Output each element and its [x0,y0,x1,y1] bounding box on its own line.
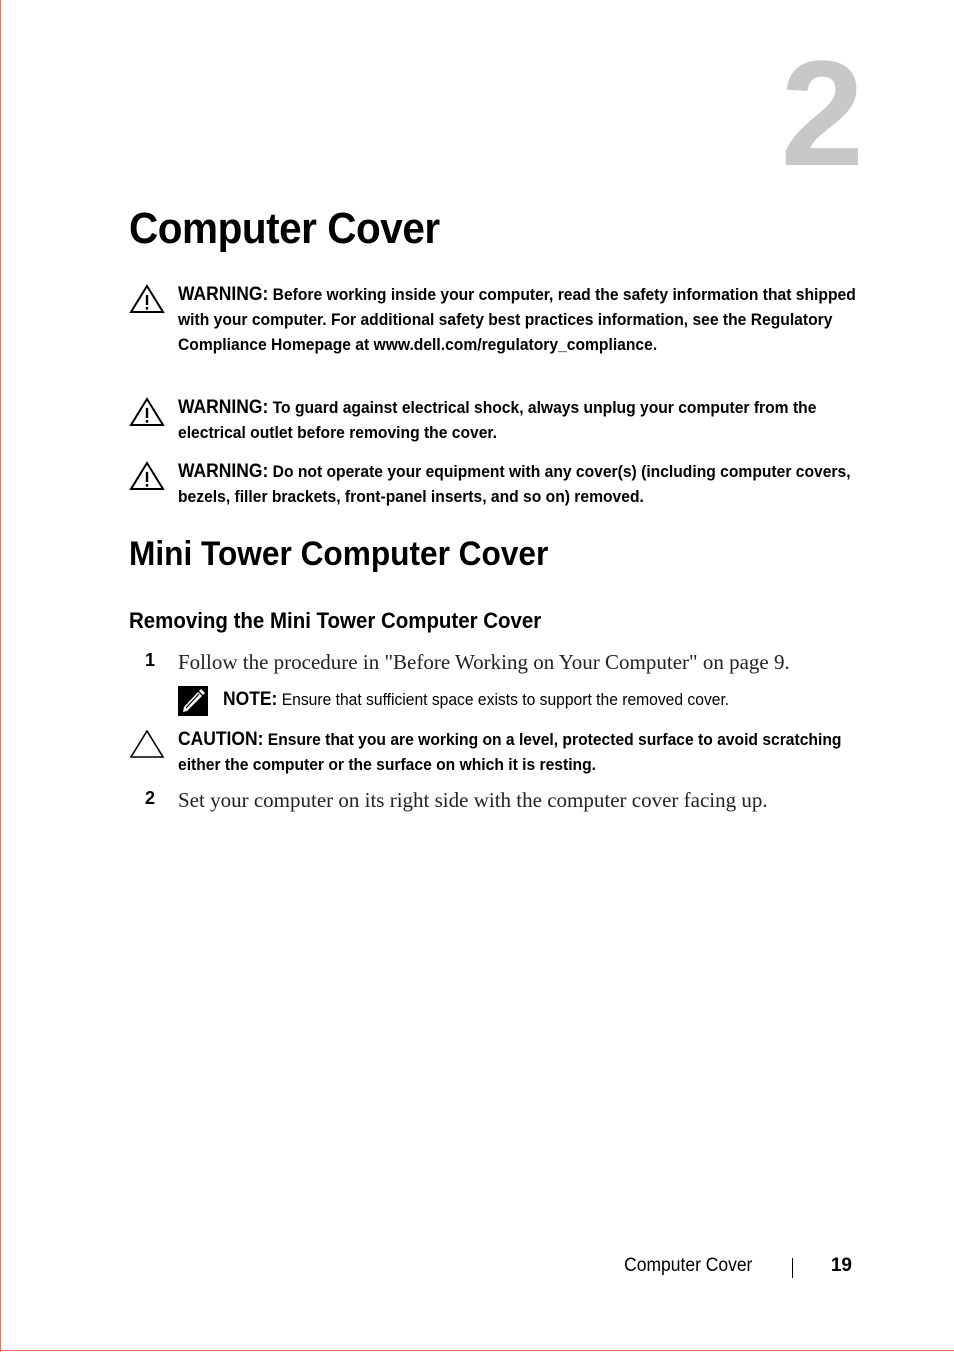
warning-text [178,395,859,445]
warning-text [178,282,859,357]
step-number: 2 [145,788,156,808]
step-2 [145,786,865,814]
section-title: Mini Tower Computer Cover [129,535,549,573]
warning-body: Before working inside your computer, read the safety information that shipped with your computer. For additional safety best practices information, see the Regulatory Compliance Homepage at www.dell.com/regulatory_compliance. [178,285,856,354]
subsection-title: Removing the Mini Tower Computer Cover [129,608,542,633]
warning-text [178,459,859,509]
note-body: Ensure that sufficient space exists to support the removed cover. [277,690,730,709]
warning-notice-1 [129,282,859,357]
chapter-title: Computer Cover [129,204,440,253]
page-border-left [0,0,1,1352]
warning-notice-2 [129,395,859,445]
warning-label: WARNING: [178,284,269,305]
pencil-note-icon [178,686,208,716]
warning-triangle-icon [129,461,165,491]
footer-separator [792,1258,793,1278]
chapter-number: 2 [780,29,860,197]
caution-text [178,727,859,777]
step-text: Set your computer on its right side with the computer cover facing up. [178,788,768,812]
caution-label: CAUTION: [178,729,264,750]
caution-triangle-icon [129,729,165,759]
warning-triangle-icon [129,284,165,314]
warning-triangle-icon [129,397,165,427]
note-label: NOTE: [223,689,278,710]
warning-body: Do not operate your equipment with any cover(s) (including computer covers, bezels, filler brackets, front-panel inserts, and so on) removed. [178,462,851,506]
warning-body: To guard against electrical shock, always unplug your computer from the electrical outlet before removing the cover. [178,398,817,442]
note-text [223,686,867,714]
caution-notice [129,727,859,777]
footer-title: Computer Cover [623,1255,752,1276]
warning-label: WARNING: [178,461,269,482]
warning-notice-3 [129,459,859,509]
page-footer [560,1255,852,1281]
page-border-bottom [0,1350,954,1351]
step-1 [145,648,865,676]
step-text: Follow the procedure in "Before Working on Your Computer" on page 9. [178,650,790,674]
note-notice [178,686,858,714]
step-number: 1 [145,650,156,670]
caution-body: Ensure that you are working on a level, protected surface to avoid scratching either the computer or the surface on which it is resting. [178,730,842,774]
page-number: 19 [830,1255,852,1276]
warning-label: WARNING: [178,397,269,418]
